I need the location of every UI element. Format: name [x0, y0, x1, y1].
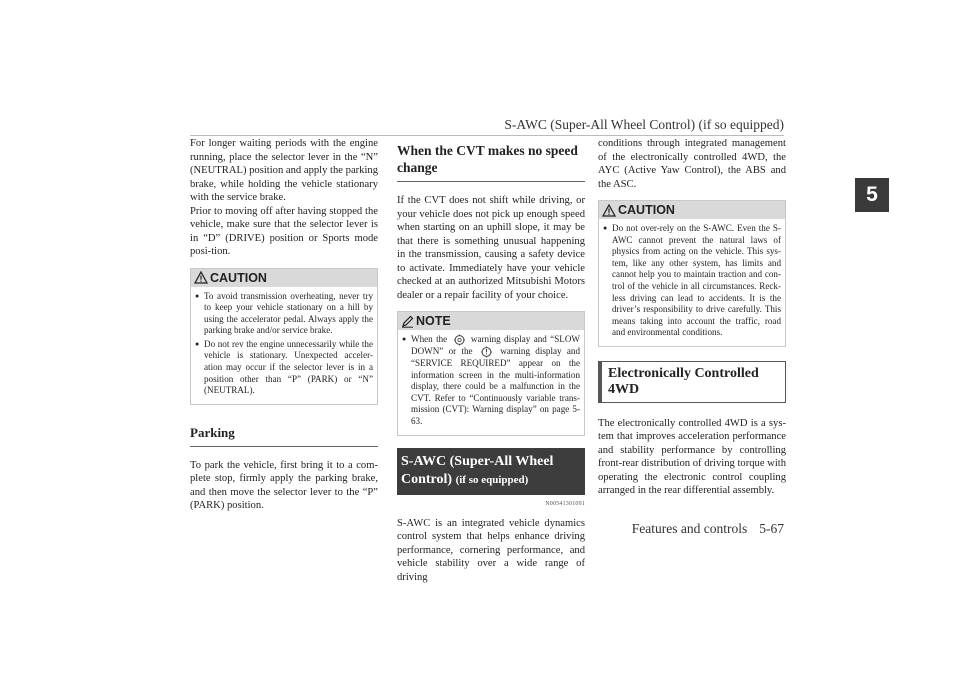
section-heading-cvt: When the CVT makes no speed change [397, 136, 585, 182]
column-1 [190, 134, 378, 513]
footer-section: Features and controls [631, 521, 748, 536]
body-text: conditions through integrated management of the electronically controlled 4WD, the AYC (Active Yaw Control), the ABS and the ASC. [598, 138, 786, 190]
note-label: NOTE [416, 314, 451, 328]
note-pencil-icon [401, 315, 414, 328]
cvt-warning-icon [480, 346, 493, 358]
caution-list [599, 219, 785, 346]
caution-header [599, 201, 785, 219]
document-code: N00541301091 [545, 500, 585, 507]
caution-list [191, 287, 377, 404]
warning-triangle-icon [194, 271, 208, 284]
sawc-heading-small: (if so equipped) [455, 473, 529, 486]
note-text-2: warning display and “SLOW DOWN” or the [411, 334, 580, 357]
caution-box [190, 268, 378, 405]
body-text: The electronically controlled 4WD is a sys-tem that improves acceleration performance and stability performance by controlling front-rear distribution of driving torque with operating the electronic control coupling arranged in the rear differential assembly. [598, 417, 786, 497]
page-header-title: S-AWC (Super-All Wheel Control) (if so equipped) [504, 117, 784, 132]
note-header [398, 312, 584, 330]
section-heading-parking: Parking [190, 419, 378, 447]
note-text-1: When the [411, 334, 448, 345]
body-text: To park the vehicle, first bring it to a com-plete stop, firmly apply the parking brake, and then move the selector lever to the “P” (PARK) position. [190, 459, 378, 512]
page-footer [620, 521, 784, 537]
sawc-heading-main: S-AWC (Super-All Wheel Control) [401, 453, 554, 487]
note-list [398, 330, 584, 435]
cvt-warning-icon [453, 334, 466, 346]
warning-triangle-icon [602, 204, 616, 217]
note-box [397, 311, 585, 436]
caution-label: CAUTION [618, 203, 675, 217]
body-text: If the CVT does not shift while driving, or your vehicle does not pick up enough speed when starting on an uphill slope, it may be that there is something unusual happening in the transmission, causing a safety device to activate. Immediately have your vehicle checked at an authorized Mitsubishi Motors dealer or a repair facility of your choice. [397, 195, 585, 301]
section-heading-sawc [397, 448, 585, 495]
caution-label: CAUTION [210, 270, 267, 285]
note-text-3: warning display and “SERVICE REQUIRED” appear on the information screen in the multi-information display, there could be a malfunction in the CVT. Refer to “Continuously variable trans-mission (CVT): Warning display” on page 5-63. [411, 346, 580, 426]
body-text: S-AWC is an integrated vehicle dynamics control system that helps enhance driving performance, cornering performance, and vehicle stability over a wide range of driving [397, 517, 585, 583]
chapter-tab: 5 [855, 178, 889, 212]
footer-page-number: 5-67 [759, 521, 784, 536]
list-item: ● To avoid transmission overheating, never try to keep your vehicle stationary on a hill by using the accelerator pedal. Always apply the parking brake and/or service brake. [195, 291, 373, 337]
section-heading-ec4wd: Electronically Controlled 4WD [598, 361, 786, 403]
caution-header [191, 269, 377, 287]
body-text: Prior to moving off after having stopped the vehicle, make sure that the selector lever is in “D” (DRIVE) position or Sports mode posi-tion. [190, 205, 378, 257]
column-3 [598, 134, 786, 498]
body-text: For longer waiting periods with the engine running, place the selector lever in the “N” (NEUTRAL) position and apply the parking brake, while holding the vehicle stationary with the service brake. [190, 138, 379, 203]
list-item [402, 334, 580, 428]
list-item: ● Do not rev the engine unnecessarily while the vehicle is stationary. Unexpected acceler-ation may occur if the selector lever is in a position other than “P” (PARK) or “N” (NEUTRAL). [195, 339, 373, 397]
list-item: ● Do not over-rely on the S-AWC. Even the S-AWC cannot prevent the natural laws of physics from acting on the vehicle. This sys-tem, like any other system, has limits and cannot help you to maintain traction and con-trol of the vehicle in all circumstances. Reck-less driving can lead to accidents. It is the driver’s responsibility to drive carefully. This means taking into account the traffic, road and environmental conditions. [603, 223, 781, 339]
caution-box [598, 200, 786, 347]
column-2 [397, 134, 585, 584]
